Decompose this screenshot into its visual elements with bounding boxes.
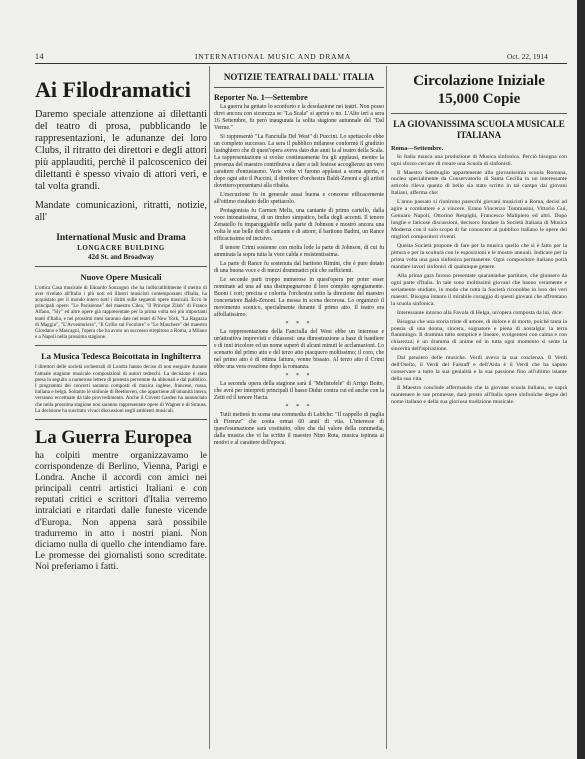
- reporter-byline: Reporter No. 1—Settembre: [214, 93, 308, 103]
- section-rule: [35, 266, 207, 267]
- column-middle: [214, 72, 384, 748]
- article-dateline: Roma—Settembre.: [391, 144, 444, 152]
- section-separator: * * *: [285, 404, 313, 411]
- filodramatici-text: Daremo speciale attenzione ai dilettanti del teatro di prosa, pubblicando le rappresentazioni, le adunanze dei loro Clubs, il ritratto dei direttori e degli attori più applauditi, perchè il palcoscenico dei dilettanti è spesso vivaio di attori veri, e tal volta grandi.: [35, 109, 207, 193]
- publication-title: INTERNATIONAL MUSIC AND DRAMA: [195, 52, 352, 61]
- publisher-building: LONGACRE BUILDING: [77, 243, 165, 252]
- section-separator: * * *: [285, 373, 313, 380]
- issue-date: Oct. 22, 1914: [507, 52, 548, 61]
- column-left: [35, 72, 207, 748]
- article-paragraph: Dal pensiero delle musiche. Verdi aveva la sua coscienza. Il Verdi dell'Otello, il Verdi del Falstaff e dell'Aida è il Verdi che ha saputo conservare a tutto la sua genialità e la sua passione fino all'ultimo istante della sua vita.: [391, 355, 567, 383]
- section-separator: * * *: [285, 321, 313, 328]
- article-paragraph: Bisogna che una storia triste di amore, di dolore e di morte, poiché tanta la poesia di una donna, sincera, sognatore e piena di nostalgia: la terra fiammingo. Il dramma tutto semplice e lineare, svolgentesi con calma e con chiarezza; è un dramma di anime ed in tutta ogni momento si sente la sincerità dell'ispirazione.: [391, 318, 567, 353]
- musica-tedesca-text: I direttori delle società orchestrali di Londra hanno deciso di non eseguire durante l'attuale stagione musicale composizioni di autori tedeschi. La decisione è stata presa in seguito a numerose lettere di protesta pervenute da abbonati e dal pubblico. I programmi dei concerti saranno composti di musica inglese, francese, russa, italiana e belga. Soltanto le sinfonie di Beethoven, che appartiene all'umanità intera, verranno eccettuate da tale provvedimento. Anche il Covent Garden ha annunciato che nella prossima stagione non saranno rappresentate opere di Wagner e di Strauss. La decisione ha suscitato vivaci discussioni negli ambienti musicali.: [35, 364, 207, 414]
- article-paragraph: Il Maestro Sambuglio appartenente alla giovanissima scuola Romana, nucleo specialmente da Conservatorio di Santa Cecilia in un interessante articolo rileva quanto di bello sia stato scritto in tal campo dai giovani Italiani, afferma che:: [391, 169, 567, 197]
- section-rule: [35, 345, 207, 346]
- section-rule: [214, 87, 384, 88]
- article-paragraph: Tutti metterà in scena una commedia di Labiche: "Il cappello di paglia di Firenze" che conta ormai 60 anni di vita. L'interesse di quest'esumazione sarà costituito, oltre che dal valore della commedia, dalla musica che vi ha scritto il maestro Nino Rota, musica ispirata ai motivi e al carattere dell'epoca.: [214, 412, 384, 447]
- column-divider: [386, 66, 387, 749]
- header-rule: [35, 63, 567, 64]
- publisher-address: 42d St. and Broadway: [87, 252, 154, 261]
- headline-notizie-teatrali: NOTIZIE TEATRALI DALL' ITALIA: [223, 72, 375, 82]
- column-divider: [209, 66, 210, 749]
- article-paragraph: L'anno passato si riunirono parecchi giovani musicisti a Roma, decisi ad agire a combattere e a vincere. Erano Vincenzo Tommasini, Vittorio Gui, Gennaro Napoli, Ottorino Respighi, Francesco Malipiero ed altri. Dopo lunghe e faticose discussioni, decisero fondare la Società Italiana di Musica Moderna con il solo scopo di far conoscere al pubblico italiano le opere dei migliori compositori viventi.: [391, 199, 567, 241]
- filodramatici-contact: Mandate comunicazioni, ritratti, notizie, all': [35, 200, 207, 224]
- column-right: [391, 72, 567, 748]
- article-paragraph: La parte di Rance fu sostenuta dal baritono Rimini, che è pure dotato di una buona voce e di mezzi drammatici più che sufficienti.: [214, 261, 384, 275]
- article-paragraph: La guerra ha gettato lo sconforto e la desolazione nei teatri. Non posso dirvi ancora con sicurezza se "La Scala" si aprirà o no. L'Alto ieri a sera 16 Settembre, fu però inaugurata la solita stagione autunnale del "Dal Verme.": [214, 104, 384, 132]
- section-rule: [391, 113, 567, 114]
- page-edge: [577, 0, 585, 759]
- article-paragraph: Questa Società propone di fare per la musica quello che si è fatto per la pittura e per la scultura con le esposizioni e le mostre annuali. Indicare per la prima volta una gara sinfonica permanente. Ogni compositore italiano potrà mandare lavori sinfonici di qualunque genere.: [391, 243, 567, 270]
- article-paragraph: Si rappresentò "La Fanciulla Del West" di Puccini. Lo spettacolo ebbe un completo successo. La sera il pubblico milanese conformò il giudizio lusinghiero che di quest'opera aveva dato due anni fa al teatro della Scala. La rappresentazione si svolse continuamente fra gli applausi, mentre la presenza del maestro contribuiva a dare a tali festose accoglienze un vero carattere d'entusiasmo. Varie volte vi furono applausi a scena aperta, e dopo ogni atto il Puccini, il direttore d'orchestra Baldi-Zenoni e gli artisti dovettero presentarsi alla ribalta.: [214, 134, 384, 190]
- headline-giovanissima-scuola: LA GIOVANISSIMA SCUOLA MUSICALE ITALIANA: [393, 119, 565, 140]
- nuove-opere-text: L'ottica Casa musicale di Edoardo Sonzogno che ha indiscutibilmente il merito di aver rivelato all'Italia i più noti ed illustri musicisti contemporanei d'Italia, ha acquistato per il mondo intero tutti i diritti sulle seguenti opere musicali. Ecco le principali opere: "Le Parisienne" del maestro Cilea, "Il Principe Zilah" di Franco Alfano, "Sly" ed altre opere già rappresentate per la prima volta nei più importanti teatri d'Italia, e nei prossimi mesi saranno date nei teatri di New York, "La Ragazza di Maggio", "L'Avventuriera", "Il Grillo sul Focolare" e "Le Maschere" del maestro Giordano e Mascagni, l'opera che ha avuto un successo strepitoso a Roma, a Milano e a Napoli nella prossima stagione.: [35, 284, 207, 341]
- section-rule: [35, 419, 207, 420]
- article-paragraph: In Italia manca una produzione di Musica sinfonica. Perciò bisogna con ogni sforzo cercare di creare una Scuola di sinfonisti.: [391, 153, 567, 167]
- section-heading-musica-tedesca: La Musica Tedesca Boicottata in Inghilterra: [41, 351, 201, 362]
- publisher-name: International Music and Drama: [56, 232, 186, 243]
- article-paragraph: Protagonista fu Carmen Melis, una cantante di primo cartello, dalla voce intonatissima, di un timbro simpatico, bella degli accenti. Il tenore Zenatello fu impareggiabile nella parte di Johnson e mostrò ancora una volta le sue belle doti di cantante e di attore; il baritono Badini, un Rance efficacissimo ed incisivo.: [214, 208, 384, 243]
- article-paragraph: Alla prima gara furono presentate quarantadue partiture, che giunsero da ogni parte d'Italia. In tale sono moltissimi giovani che hanno veramente e seriamente studiato, in modo che tutta la Società riconobbe in loro dei veri maestri. Bisogna intanto il mirabile coraggio di questi giovani che affrontano la scuola sinfonica.: [391, 272, 567, 307]
- article-paragraph: Le seconde parti troppo numerose in quest'opera per poter esser nominate ad una ad una disimpegnarono il loro compito egregiamente. Buoni i cori; precisa e colorita l'orchestra sotto la direzione del maestro concertatore Baldi-Zenoni. La messa in scena decorosa. Lo organizzò il movimento scenico, specialmente durante il primo atto. Il teatro era affollatissimo.: [214, 277, 384, 319]
- headline-filodramatici: Ai Filodramatici: [35, 77, 191, 102]
- headline-circolazione: Circolazione Iniziale 15,000 Copie: [413, 73, 545, 107]
- article-paragraph: La rappresentazione della Fanciulla del West ebbe un interesse e un'attrattiva imprevisti e chiassosi: una dimostrazione a base di bandiere e di inni tricolore ed un nome superò di alcuni minuti le acclamazioni. Lo scenario del primo atto e del terzo atto piacquero moltissimo; il coro, che nel primo atto è di ottima fattura, venne bissato. Al terzo atto il Crimi ebbe una vera ovazione dopo la romanza.: [214, 329, 384, 371]
- section-heading-nuove-opere: Nuove Opere Musicali: [80, 271, 162, 282]
- article-paragraph: La seconda opera della stagione sarà il "Mefistofele" di Arrigo Boito, che avrà per interpreti principali il basso Didur contra cui ed anche con la Zetti ed il tenore Hacta.: [214, 381, 384, 402]
- article-paragraph: L'esecuzione fu in generale assai buona e concorse efficacemente all'ottimo risultato dello spettacolo.: [214, 192, 384, 206]
- guerra-europea-text: ha colpiti mentre organizzavamo le corrispondenze di Berlino, Vienna, Parigi e Londra. Anche il accordi con amici nei principali centri artistici Italiani e con reputati critici e scrittori d'Italia verremo intralciati e ritardati dalle funeste vicende d'Europa. Non appena sarà possibile tradurremo in atto i nostri piani. Non diciamo nulla di quello che intendiamo fare. Le promesse dei giornalisti sono screditate. Noi preferiamo i fatti.: [35, 451, 207, 572]
- article-paragraph: Il Maestro conclude affermando che la giovane scuola italiana, se saprà mantenere le sue promesse, darà presto all'Italia opere sinfoniche degne del nome italiano e della sua gloriosa tradizione musicale.: [391, 385, 567, 406]
- headline-guerra-europea: La Guerra Europea: [35, 428, 192, 449]
- article-paragraph: Il tenore Crimi sostenne con molta lode la parte di Johnson, di cui fu ammirata la sopra tutta la voce calda e resistentissima.: [214, 245, 384, 259]
- article-paragraph: Interessante intorno alla Favola di Helga, un'opera composta da lui, dice:: [397, 309, 563, 316]
- page-number: 14: [35, 52, 44, 61]
